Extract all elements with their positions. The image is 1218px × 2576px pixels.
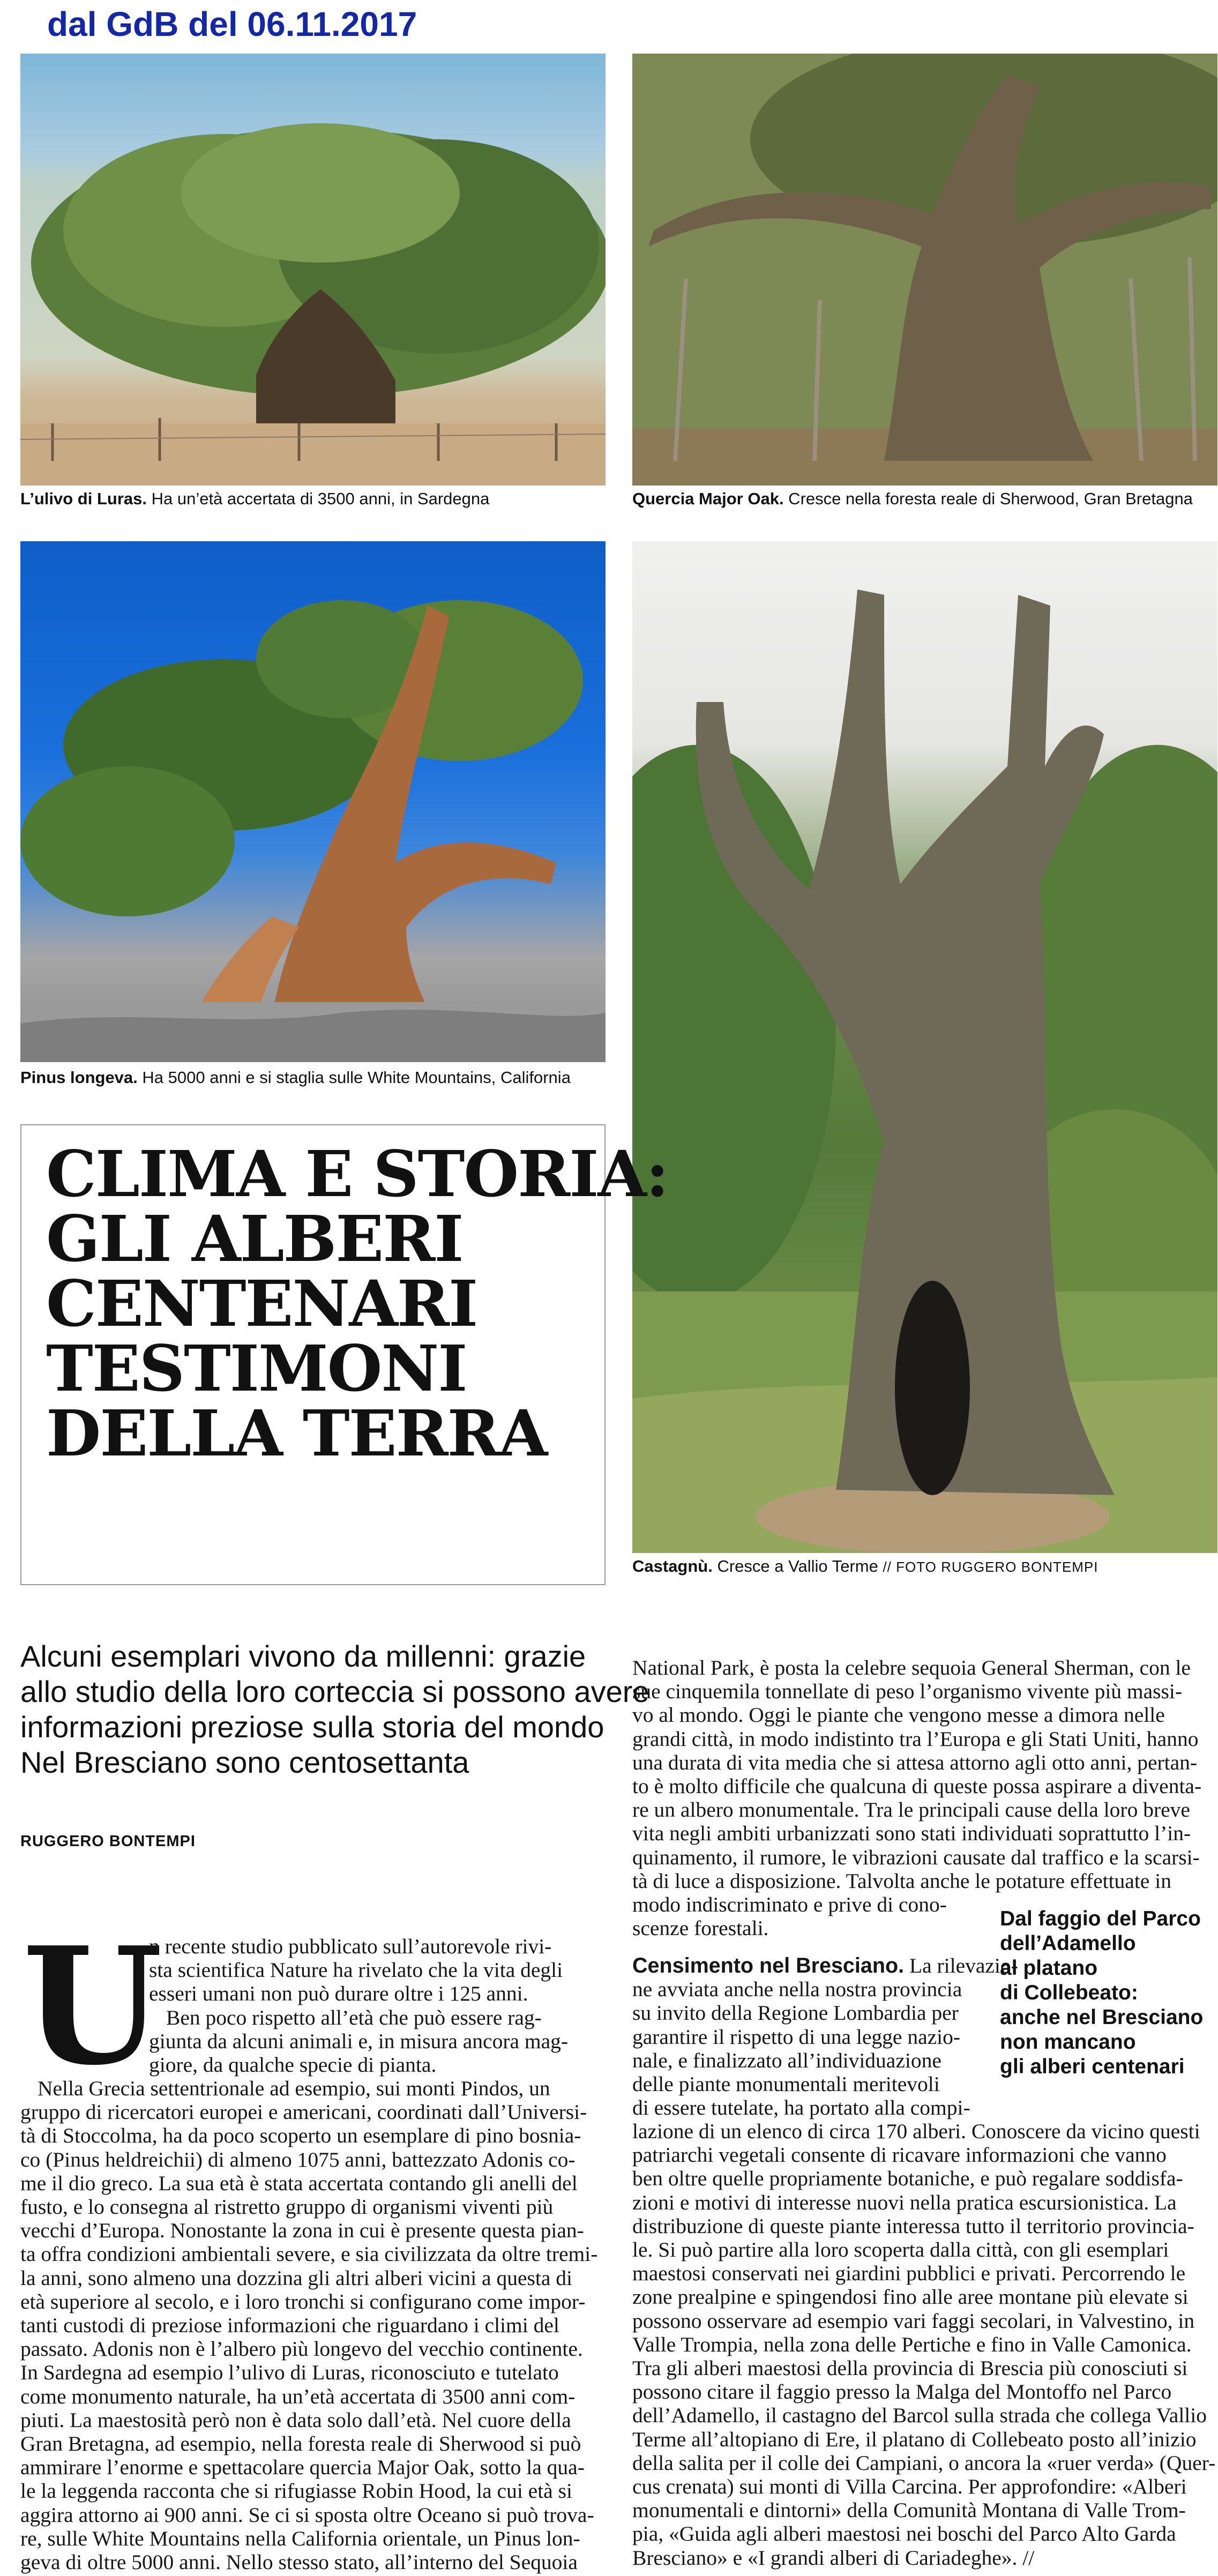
col1-line: fusto, e lo consegna al ristretto gruppo di organismi viventi più	[20, 2195, 554, 2219]
col2-line: possono citare il faggio presso la Malga del Montoffo nel Parco	[632, 2380, 1172, 2404]
col1-line: giore, da qualche specie di pianta.	[149, 2053, 437, 2077]
caption-pine: Pinus longeva. Ha 5000 anni e si staglia sulle White Mountains, California	[20, 1068, 571, 1087]
body-column-1-intro	[149, 1935, 604, 2077]
col1-line: Gran Bretagna, ad esempio, nella foresta reale di Sherwood si può	[20, 2432, 581, 2456]
col2-line: Bresciano» e «I grandi alberi di Cariadeghe». //	[632, 2545, 1035, 2570]
caption-olive: L’ulivo di Luras. Ha un’età accertata di 3500 anni, in Sardegna	[20, 489, 490, 508]
col1-line: co (Pinus heldreichii) di almeno 1075 anni, battezzato Adonis co-	[20, 2147, 576, 2171]
col1-line: giunta da alcuni animali e, in misura ancora mag-	[149, 2029, 569, 2053]
col2-line: della salita per il colle dei Campiani, o ancora la «ruer verda» (Quer-	[632, 2451, 1216, 2475]
col2-line: maestosi conservati nei giardini pubblici e privati. Percorrendo le	[632, 2261, 1186, 2286]
col2-line: scenze forestali.	[632, 1916, 769, 1940]
col1-line: aggira attorno ai 900 anni. Se ci si sposta oltre Oceano si può trova-	[20, 2503, 594, 2527]
col2-line	[632, 1954, 1018, 1977]
caption-chestnut: Castagnù. Cresce a Vallio Terme // FOTO RUGGERO BONTEMPI	[632, 1557, 1099, 1576]
photo-pinus-longaeva	[20, 541, 606, 1062]
col2-line: distribuzione di queste piante interessa tutto il territorio provincia-	[632, 2214, 1194, 2238]
col2-line: zone prealpine e spingendosi fino alle aree montane più elevate si	[632, 2285, 1189, 2309]
col1-line: gruppo di ricercatori europei e americani, coordinati dall’Universi-	[20, 2100, 587, 2124]
col1-line: come monumento naturale, ha un’età accertata di 3500 anni com-	[20, 2384, 576, 2408]
col1-line: re, sulle White Mountains nella California orientale, un Pinus lon-	[20, 2526, 580, 2550]
section-subhead: Censimento nel Bresciano.	[632, 1954, 905, 1977]
col2-line: cus crenata) sui monti di Villa Carcina. Per approfondire: «Alberi	[632, 2475, 1187, 2499]
source-label: dal GdB del 06.11.2017	[47, 5, 417, 43]
col2-line: dell’Adamello, il castagno del Barcol sulla strada che collega Vallio	[632, 2403, 1207, 2428]
col1-line: passato. Adonis non è l’albero più longevo del vecchio continente.	[20, 2337, 583, 2361]
col2-line: zioni e motivi di interesse nuovi nella pratica escursionistica. La	[632, 2190, 1177, 2214]
col1-line: le la leggenda racconta che si rifugiasse Robin Hood, la cui età si	[20, 2479, 572, 2503]
body-column-2-top	[632, 1656, 1217, 1940]
caption-oak: Quercia Major Oak. Cresce nella foresta reale di Sherwood, Gran Bretagna	[632, 489, 1193, 508]
col1-line: Nella Grecia settentrionale ad esempio, sui monti Pindos, un	[38, 2077, 550, 2100]
photo-olive-tree	[20, 54, 606, 486]
col2-line: monumentali e dintorni» della Comunità Montana di Valle Trom-	[632, 2498, 1186, 2522]
col2-line: re un albero monumentale. Tra le principali cause della loro breve	[632, 1798, 1190, 1822]
col2-line: Valle Trompia, nella zona delle Pertiche e fino in Valle Camonica.	[632, 2332, 1192, 2356]
col1-line: geva di oltre 5000 anni. Nello stesso stato, all’interno del Sequoia	[20, 2550, 578, 2574]
col2-line: ne avviata anche nella nostra provincia	[632, 1977, 962, 2002]
col2-line: grandi città, in modo indistinto tra l’Europa e gli Stati Uniti, hanno	[632, 1727, 1199, 1751]
sidebar-pull-quote: Dal faggio del Parco dell’Adamello al platano di Collebeato: anche nel Bresciano non mancano gli alberi centenari	[1000, 1907, 1204, 2078]
col2-line: quinamento, il rumore, le vibrazioni causate dal traffico e la scarsi-	[632, 1845, 1200, 1869]
col2-line: nale, e finalizzato all’individuazione	[632, 2048, 941, 2072]
col2-line: ben oltre quelle propriamente botaniche, e può regalare soddisfa-	[632, 2167, 1183, 2191]
col2-line: modo indiscriminato e prive di cono-	[632, 1893, 947, 1917]
col1-line: vecchi d’Europa. Nonostante la zona in cui è presente questa pian-	[20, 2219, 584, 2243]
col1-line: sta scientifica Nature ha rivelato che la vita degli	[149, 1958, 563, 1982]
col2-line: lazione di un elenco di circa 170 alberi. Conoscere da vicino questi	[632, 2119, 1200, 2143]
photo-major-oak	[632, 54, 1217, 486]
col2-line: possono osservare ad esempio vari faggi secolari, in Valvestino, in	[632, 2309, 1195, 2333]
body-column-2-narrow	[632, 1954, 1018, 2120]
col2-line: patriarchi vegetali consente di ricavare informazioni che vanno	[632, 2143, 1167, 2167]
col2-line: National Park, è posta la celebre sequoia General Sherman, con le	[632, 1656, 1191, 1679]
col1-line: tà di Stoccolma, ha da poco scoperto un esemplare di pino bosnia-	[20, 2124, 581, 2148]
byline: RUGGERO BONTEMPI	[20, 1833, 196, 1850]
col1-line: età superiore al secolo, e i loro tronchi si configurano come impor-	[20, 2289, 586, 2313]
col1-line: piuti. La maestosità però non è data solo dall’età. Nel cuore della	[20, 2408, 571, 2432]
col2-line: pia, «Guida agli alberi maestosi nei boschi del Parco Alto Garda	[632, 2522, 1176, 2546]
col1-line: esseri umani non può durare oltre i 125 anni.	[149, 1982, 528, 2006]
col2-line: le. Si può partire alla loro scoperta dalla città, con gli esemplari	[632, 2238, 1169, 2262]
col2-line: vita negli ambiti urbanizzati sono stati individuati soprattutto l’in-	[632, 1821, 1191, 1846]
col1-line: tanti custodi di preziose informazioni che riguardano i climi del	[20, 2313, 559, 2338]
body-column-2-bottom	[632, 2119, 1217, 2570]
col2-line: di essere tutelate, ha portato alla compi-	[632, 2096, 970, 2120]
col2-line: to è molto difficile che qualcuna di queste possa aspirare a diventa-	[632, 1774, 1202, 1798]
col2-line: Terme all’altopiano di Ere, il platano di Collebeato posto all’inizio	[632, 2427, 1197, 2451]
drop-cap: U	[23, 1912, 163, 2101]
col2-line: Tra gli alberi maestosi della provincia di Brescia più conosciuti si	[632, 2356, 1188, 2380]
headline: CLIMA E STORIA: GLI ALBERI CENTENARI TESTIMONI DELLA TERRA	[46, 1137, 668, 1470]
col1-line: ammirare l’enorme e spettacolare quercia Major Oak, sotto la qua-	[20, 2455, 585, 2480]
col2-line: vo al mondo. Oggi le piante che vengono messe a dimora nelle	[632, 1703, 1165, 1727]
body-column-1	[20, 2077, 604, 2574]
col2-line: una durata di vita media che si attesa attorno agli otto anni, pertan-	[632, 1750, 1198, 1774]
col2-line: su invito della Regione Lombardia per	[632, 2001, 959, 2025]
col2-text: La rilevazio-	[904, 1954, 1018, 1977]
col1-line: la anni, sono almeno una dozzina gli altri alberi vicini a questa di	[20, 2266, 572, 2290]
col1-line: n recente studio pubblicato sull’autorevole rivi-	[149, 1935, 552, 1958]
col2-line: sue cinquemila tonnellate di peso l’organismo vivente più massi-	[632, 1679, 1183, 1704]
col2-line: tà di luce a disposizione. Talvolta anche le potature effettuate in	[632, 1869, 1171, 1893]
headline-box	[20, 1124, 668, 1585]
subheading: Alcuni esemplari vivono da millenni: grazie allo studio della loro corteccia si possono avere informazioni preziose sulla storia del mondo Nel Bresciano sono centosettanta	[20, 1639, 649, 1779]
photo-castagnu-chestnut	[632, 541, 1217, 1553]
col1-line: In Sardegna ad esempio l’ulivo di Luras, riconosciuto e tutelato	[20, 2361, 559, 2385]
col1-line: ta offra condizioni ambientali severe, e sia civilizzata da oltre tremi-	[20, 2242, 598, 2266]
col1-line: Ben poco rispetto all’età che può essere rag-	[166, 2005, 542, 2029]
col1-line: me il dio greco. La sua età è stata accertata contando gli anelli del	[20, 2171, 578, 2195]
col2-line: garantire il rispetto di una legge nazio-	[632, 2025, 961, 2049]
col2-line: delle piante monumentali meritevoli	[632, 2072, 940, 2096]
